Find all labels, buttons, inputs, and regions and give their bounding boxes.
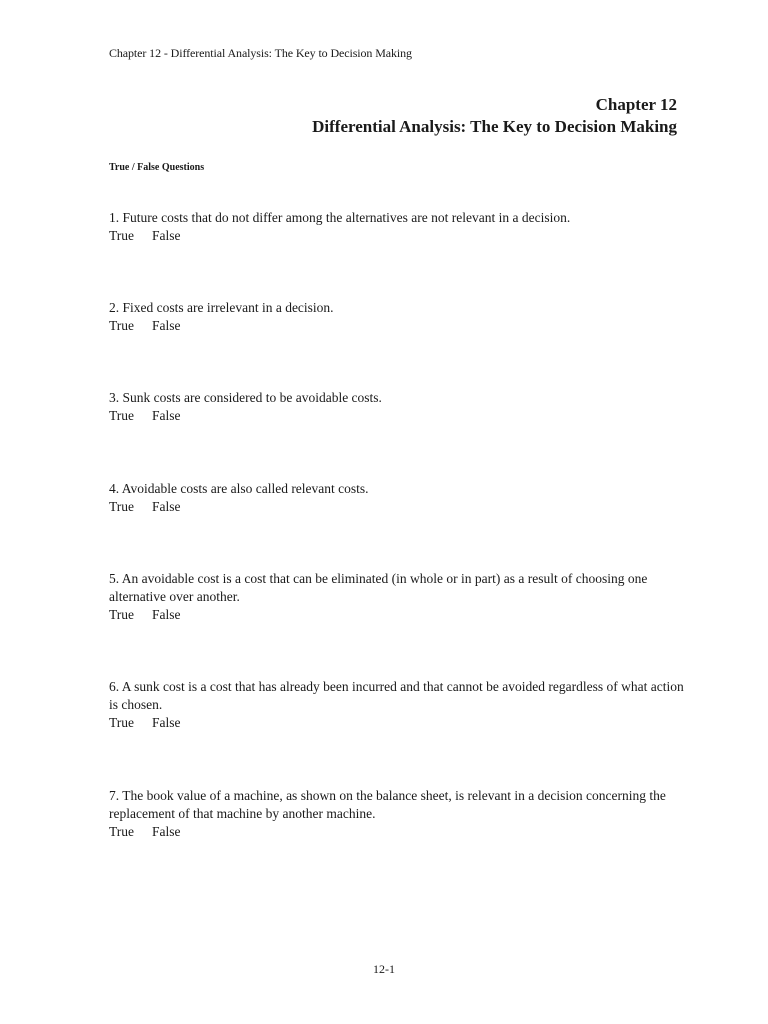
answer-options [109,227,689,245]
question-1 [109,209,689,299]
answer-false: False [152,318,181,333]
answer-options [109,498,689,516]
question-text: 4. Avoidable costs are also called relevant costs. [109,481,369,496]
question-text: 6. A sunk cost is a cost that has already been incurred and that cannot be avoided regardless of what action is chosen. [109,679,684,712]
question-text: 1. Future costs that do not differ among the alternatives are not relevant in a decision. [109,210,571,225]
chapter-title: Differential Analysis: The Key to Decision Making [312,117,677,136]
running-header: Chapter 12 - Differential Analysis: The Key to Decision Making [109,46,412,60]
answer-false: False [152,824,181,839]
question-7 [109,787,689,841]
answer-true: True [109,607,135,622]
question-text: 5. An avoidable cost is a cost that can be eliminated (in whole or in part) as a result of choosing one alternative over another. [109,571,648,604]
answer-false: False [152,408,181,423]
answer-false: False [152,715,181,730]
answer-false: False [152,228,181,243]
question-4 [109,480,689,570]
answer-true: True [109,318,135,333]
page-number: 12-1 [373,962,395,976]
answer-true: True [109,228,135,243]
answer-options [109,714,689,732]
answer-true: True [109,824,135,839]
section-title: True / False Questions [109,162,205,173]
chapter-heading [312,94,677,138]
chapter-label: Chapter 12 [595,95,677,114]
question-text: 3. Sunk costs are considered to be avoidable costs. [109,390,382,405]
answer-options [109,823,689,841]
answer-true: True [109,715,135,730]
question-3 [109,389,689,480]
answer-false: False [152,499,181,514]
question-text: 7. The book value of a machine, as shown on the balance sheet, is relevant in a decision concerning the replacement of that machine by another machine. [109,788,666,821]
question-text: 2. Fixed costs are irrelevant in a decision. [109,300,334,315]
question-2 [109,299,689,389]
answer-options [109,606,689,624]
question-5 [109,570,689,678]
answer-options [109,317,689,335]
answer-true: True [109,499,135,514]
question-list [109,209,689,841]
answer-options [109,407,689,425]
question-6 [109,678,689,787]
answer-true: True [109,408,135,423]
answer-false: False [152,607,181,622]
